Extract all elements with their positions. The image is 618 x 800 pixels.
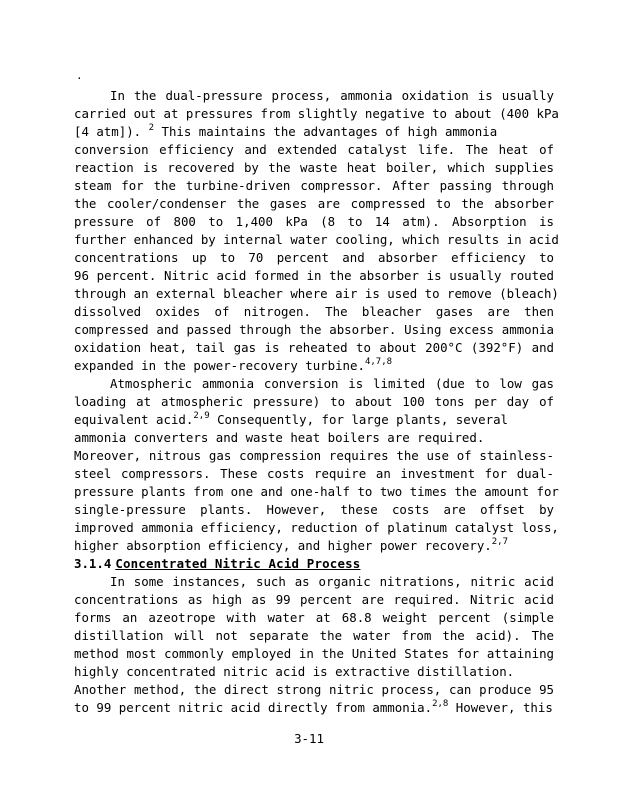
text-line: dissolved oxides of nitrogen. The bleacher gases are then	[74, 304, 554, 319]
text-line: In some instances, such as organic nitrations, nitric acid	[110, 574, 554, 589]
citation: 2,7	[491, 537, 509, 547]
text-line: concentrations up to 70 percent and absorber efficiency to	[74, 250, 554, 265]
text-line: Another method, the direct strong nitric process, can produce 95	[74, 682, 554, 697]
text-line: steel compressors. These costs require an investment for dual-	[74, 466, 554, 481]
page-number: 3-11	[294, 731, 324, 746]
text-line: single-pressure plants. However, these costs are offset by	[74, 502, 554, 517]
text-line: further enhanced by internal water cooling, which results in acid	[74, 232, 559, 247]
section-heading	[74, 555, 554, 573]
text-line: oxidation heat, tail gas is reheated to about 200°C (392°F) and	[74, 340, 554, 355]
citation: 4,7,8	[364, 357, 393, 367]
text-line: concentrations as high as 99 percent are required. Nitric acid	[74, 592, 554, 607]
text-line: 96 percent. Nitric acid formed in the absorber is usually routed	[74, 268, 554, 283]
text-line: Atmospheric ammonia conversion is limited (due to low gas	[110, 376, 554, 391]
page-mark: .	[76, 69, 83, 82]
text-line: distillation will not separate the water from the acid). The	[74, 628, 554, 643]
section-title: Concentrated Nitric Acid Process	[115, 556, 361, 571]
section-number: 3.1.4	[74, 556, 112, 571]
text-line: higher absorption efficiency, and higher power recovery.$^{2,7}$	[74, 537, 509, 553]
text-line: through an external bleacher where air is used to remove (bleach)	[74, 286, 559, 301]
text-line: Moreover, nitrous gas compression requires the use of stainless-	[74, 448, 554, 463]
text-line: highly concentrated nitric acid is extractive distillation.	[74, 664, 515, 679]
text-line: ammonia converters and waste heat boilers are required.	[74, 430, 485, 445]
text-line: pressure plants from one and one-half to two times the amount for	[74, 484, 559, 499]
text-line: method most commonly employed in the United States for attaining	[74, 646, 554, 661]
text-line: carried out at pressures from slightly negative to about (400 kPa	[74, 106, 559, 121]
text-line: In the dual-pressure process, ammonia oxidation is usually	[110, 88, 554, 103]
text-line: conversion efficiency and extended catalyst life. The heat of	[74, 142, 554, 157]
citation: 2,9	[193, 411, 210, 421]
text-line: steam for the turbine-driven compressor. After passing through	[74, 178, 554, 193]
text-line: [4 atm]). $^2$ This maintains the advantages of high ammonia	[74, 123, 498, 139]
text-line: reaction is recovered by the waste heat boiler, which supplies	[74, 160, 554, 175]
text-line: expanded in the power-recovery turbine.$^{4,7,8}$	[74, 357, 393, 373]
text-line: compressed and passed through the absorber. Using excess ammonia	[74, 322, 554, 337]
text-line: the cooler/condenser the gases are compressed to the absorber	[74, 196, 554, 211]
text-line: forms an azeotrope with water at 68.8 weight percent (simple	[74, 610, 554, 625]
text-line: improved ammonia efficiency, reduction of platinum catalyst loss,	[74, 520, 559, 535]
text-line: to 99 percent nitric acid directly from ammonia.$^{2,8}$ However, this	[74, 699, 553, 715]
text-line: loading at atmospheric pressure) to about 100 tons per day of	[74, 394, 554, 409]
citation: 2,8	[432, 699, 449, 709]
citation: 2	[148, 123, 155, 133]
text-line: equivalent acid.$^{2,9}$ Consequently, for large plants, several	[74, 411, 509, 427]
text-line: pressure of 800 to 1,400 kPa (8 to 14 atm). Absorption is	[74, 214, 554, 229]
